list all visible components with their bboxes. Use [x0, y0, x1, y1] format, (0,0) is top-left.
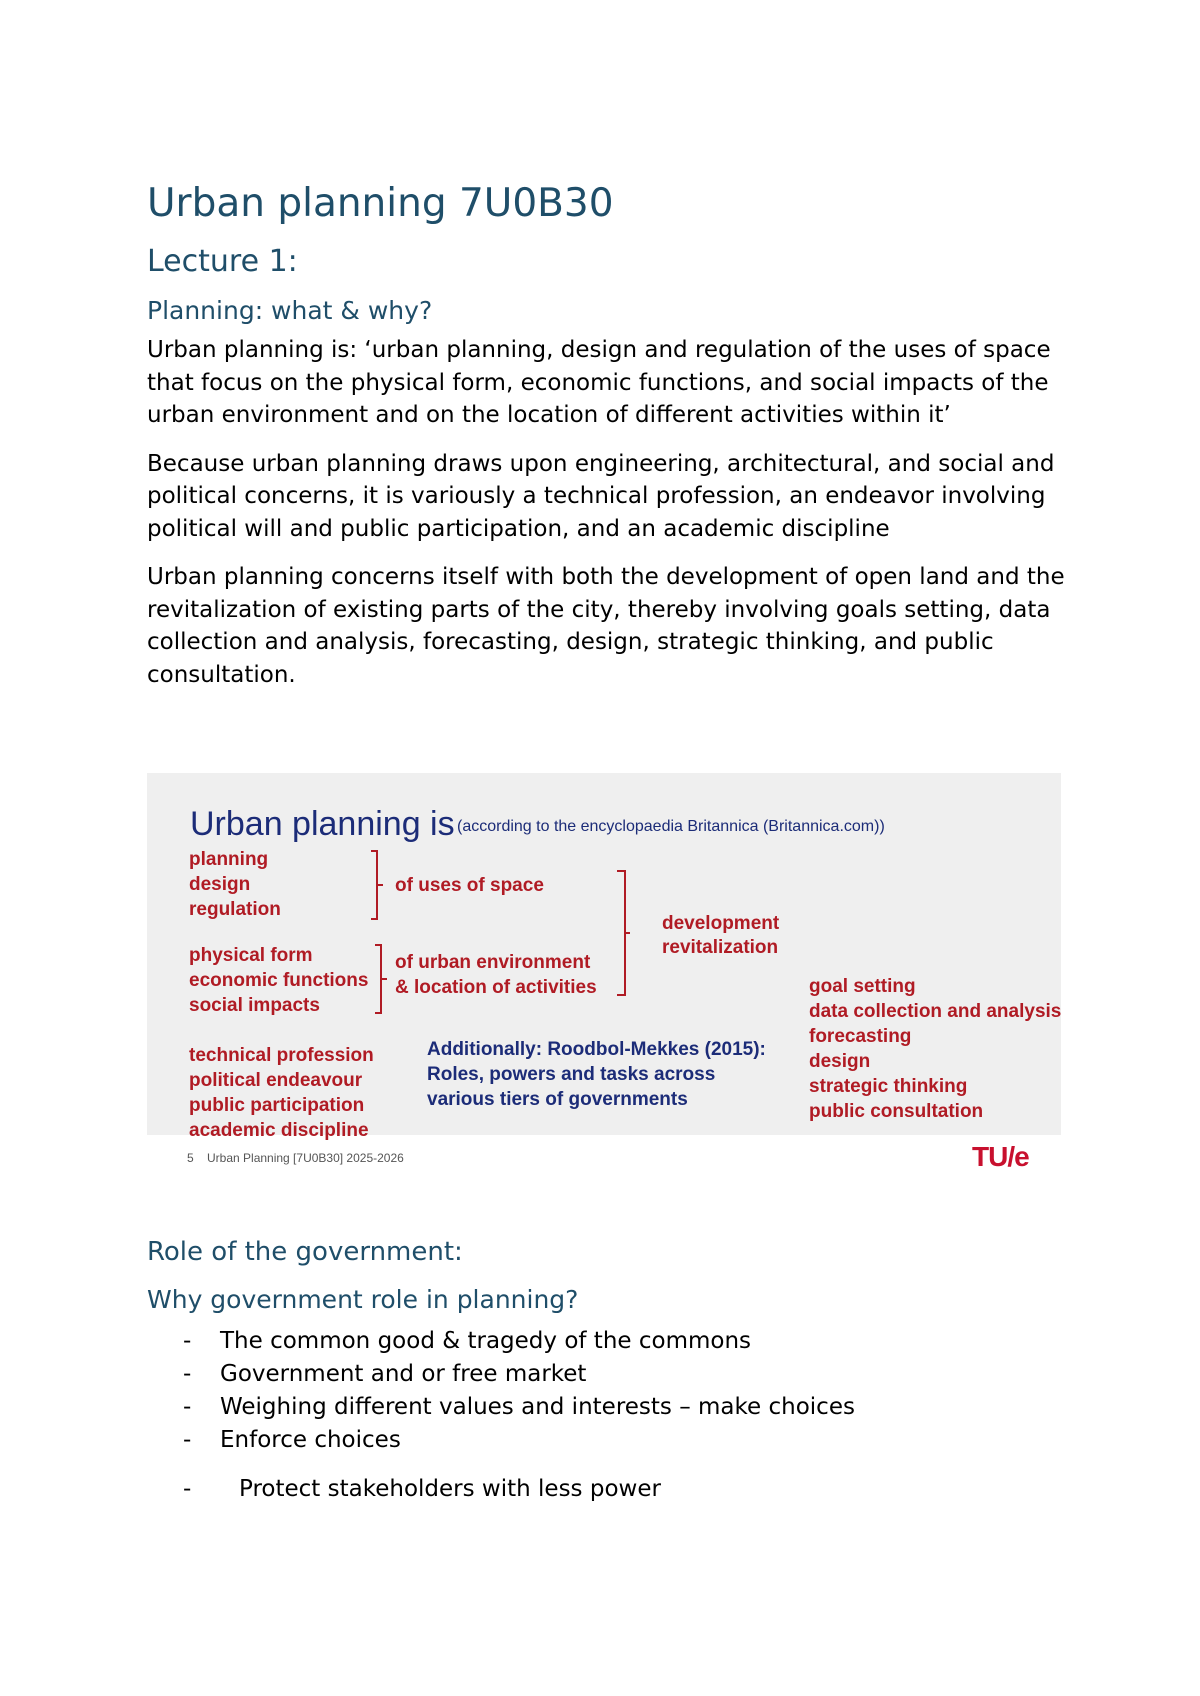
- slide-group3-item: public participation: [189, 1095, 365, 1116]
- list-item: - Enforce choices: [147, 1424, 1067, 1457]
- slide-group2-item: social impacts: [189, 995, 320, 1016]
- slide-group2-item: physical form: [189, 945, 313, 966]
- subheading-why-government: Why government role in planning?: [147, 1285, 579, 1314]
- document-title: Urban planning 7U0B30: [147, 181, 614, 226]
- slide-group2-item: economic functions: [189, 970, 369, 991]
- slide-goal-item: forecasting: [809, 1026, 912, 1047]
- slide-goal-item: goal setting: [809, 976, 916, 997]
- paragraph-concerns: Urban planning concerns itself with both the development of open land and the revitalization of existing parts of the city, thereby involving goals setting, data collection and analysis, forecasting, design, strategic thinking, and public consultation.: [147, 564, 1065, 688]
- paragraph-disciplines: Because urban planning draws upon engineering, architectural, and social and political concerns, it is variously a technical profession, an endeavor involving political will and public participation, and an academic discipline: [147, 450, 1055, 542]
- slide-group3-item: technical profession: [189, 1045, 374, 1066]
- slide-goal-item: data collection and analysis: [809, 1001, 1062, 1022]
- slide-title: Urban planning is: [190, 805, 455, 843]
- slide-group1-item: regulation: [189, 899, 281, 920]
- slide-footer-text: Urban Planning [7U0B30] 2025-2026: [207, 1151, 404, 1165]
- tue-logo: TU/e: [972, 1141, 1029, 1172]
- document-body: [147, 180, 1067, 691]
- slide-right-label: development: [662, 913, 780, 934]
- slide-group2-label: of urban environment: [395, 952, 591, 973]
- slide-goal-item: strategic thinking: [809, 1076, 968, 1097]
- section-heading-planning: Planning: what & why?: [147, 296, 433, 325]
- slide-goal-item: design: [809, 1051, 871, 1072]
- list-item: - Weighing different values and interests – make choices: [147, 1391, 1067, 1424]
- list-item: - Government and or free market: [147, 1358, 1067, 1391]
- slide-right-label: revitalization: [662, 937, 779, 958]
- slide-group1-label: of uses of space: [395, 875, 544, 896]
- lecture-heading: Lecture 1:: [147, 244, 298, 279]
- slide-brace-right: [615, 869, 631, 997]
- slide-footer-number: 5: [187, 1151, 194, 1165]
- slide-additional-line: Roles, powers and tasks across: [427, 1064, 716, 1085]
- slide-title-note: (according to the encyclopaedia Britannica (Britannica.com)): [457, 818, 885, 835]
- slide-group1-item: planning: [189, 849, 269, 870]
- slide-brace-group1: [369, 849, 385, 921]
- slide-goal-item: public consultation: [809, 1101, 984, 1122]
- paragraph-definition: Urban planning is: ‘urban planning, design and regulation of the uses of space that focus on the physical form, economic functions, and social impacts of the urban environment and on the location of different activities within it’: [147, 337, 1051, 428]
- government-section: [147, 1235, 1067, 1506]
- slide-additional-line: various tiers of governments: [427, 1089, 688, 1110]
- list-item: - The common good & tragedy of the commons: [147, 1325, 1067, 1358]
- government-reasons-list: [147, 1325, 1067, 1506]
- lecture-slide-image: [147, 773, 1061, 1173]
- slide-group2-label: & location of activities: [395, 977, 597, 998]
- slide-brace-group2: [373, 943, 389, 1015]
- slide-group3-item: academic discipline: [189, 1120, 369, 1141]
- list-item: - Protect stakeholders with less power: [147, 1473, 1067, 1506]
- slide-additional-line: Additionally: Roodbol-Mekkes (2015):: [427, 1039, 766, 1060]
- slide-group3-item: political endeavour: [189, 1070, 363, 1091]
- slide-group1-item: design: [189, 874, 251, 895]
- section-heading-government: Role of the government:: [147, 1237, 463, 1267]
